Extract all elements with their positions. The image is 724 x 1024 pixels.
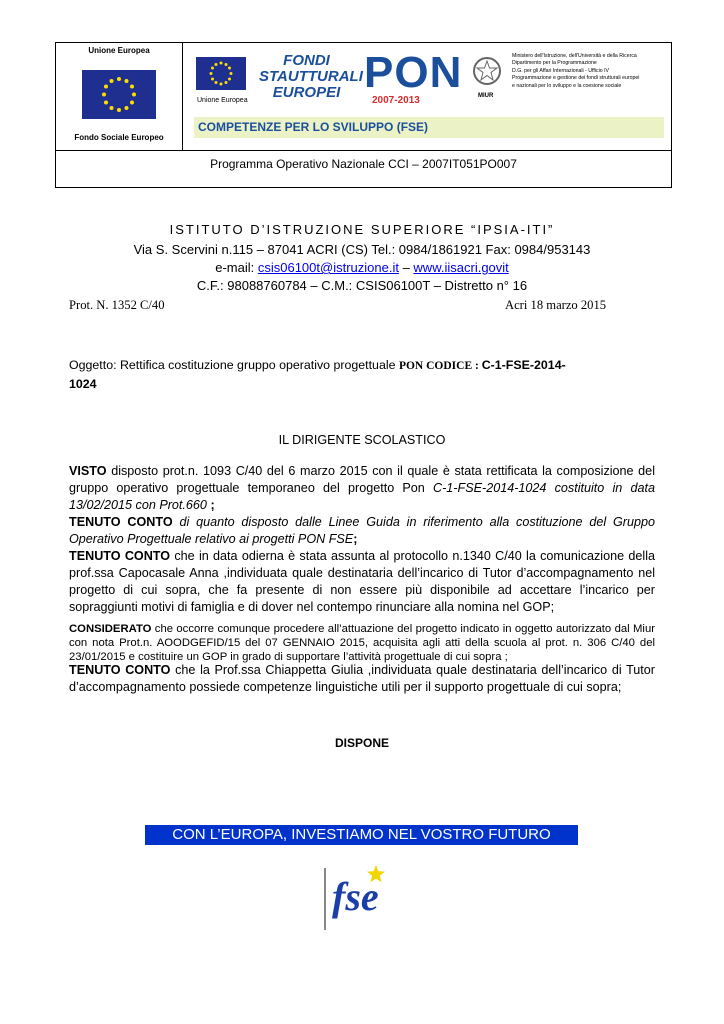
- visto-keyword: VISTO: [69, 464, 107, 478]
- visto-paragraph: [69, 463, 655, 514]
- tenuto-conto-paragraph: [69, 514, 655, 548]
- ministry-line: D.G. per gli Affari Internazionali - Ufficio IV: [512, 67, 609, 74]
- competenze-text: COMPETENZE PER LO SVILUPPO (FSE): [198, 120, 429, 134]
- institute-codes: C.F.: 98088760784 – C.M.: CSIS06100T – Distretto n° 16: [196, 278, 528, 293]
- considerato-text: che occorre comunque procedere all’attuazione del progetto indicato in oggetto autorizzato dal Miur con nota Prot.n. AOODGEFID/15 del 07 GENNAIO 2015, acquisita agli atti della scuola al prot. n. 306 C/40 del 23/01/2015 e costituire un GOP in grado di supportare l’attività progettuale di cui sopra ;: [69, 623, 655, 663]
- logo-divider: [324, 868, 326, 930]
- project-code: C-1-FSE-2014-1024: [433, 481, 547, 495]
- tenuto-conto-text: che la Prof.ssa Chiappetta Giulia ,individuata quale destinataria dell’incarico di Tutor d’accompagnamento possiede competenze linguistiche utili per il supporto progettuale di cui sopra;: [69, 663, 655, 694]
- dirigente-heading: IL DIRIGENTE SCOLASTICO: [278, 433, 446, 447]
- fse-logo: [324, 858, 404, 930]
- visto-text-2: costituito in data 13/02/2015 con Prot.660: [69, 481, 656, 512]
- separator: –: [398, 260, 414, 275]
- header-divider: [56, 150, 671, 151]
- document-date: Acri 18 marzo 2015: [505, 298, 607, 312]
- ministry-line: e nazionali per lo sviluppo e la coesione sociale: [512, 82, 622, 89]
- tenuto-conto-text: di quanto disposto dalle Linee Guida in riferimento alla costituzione del Gruppo Operativo Progettuale relativo ai progetti PON FSE: [69, 515, 655, 546]
- competenze-strip: [194, 117, 664, 138]
- fondi-line: FONDI: [283, 52, 330, 69]
- institute-contacts: [0, 260, 724, 275]
- email-label: e-mail:: [215, 260, 258, 275]
- pon-banner: [194, 49, 664, 140]
- considerato-keyword: CONSIDERATO: [69, 623, 152, 635]
- header-divider: [182, 43, 183, 150]
- tenuto-conto-end: ;: [353, 532, 358, 546]
- website-link[interactable]: www.iisacri.govit: [413, 260, 509, 275]
- protocol-number: Prot. N. 1352 C/40: [69, 298, 165, 312]
- pon-logo: PON: [364, 48, 463, 97]
- footer-banner: CON L’EUROPA, INVESTIAMO NEL VOSTRO FUTURO: [145, 825, 578, 845]
- institute-name: ISTITUTO D’ISTRUZIONE SUPERIORE “IPSIA-ITI”: [169, 222, 555, 237]
- ministry-line: Ministero dell'Istruzione, dell'Università e della Ricerca: [512, 53, 637, 59]
- tenuto-conto-keyword: TENUTO CONTO: [69, 663, 171, 677]
- fondi-line: STAUTTURALI: [259, 68, 363, 85]
- eu-caption: Unione Europea: [197, 97, 248, 104]
- programma-text: Programma Operativo Nazionale CCI – 2007IT051PO007: [210, 157, 517, 171]
- header-box: [55, 42, 672, 188]
- tenuto-conto-paragraph: [69, 548, 655, 616]
- eu-flag-icon: [196, 57, 246, 90]
- eu-label: Unione Europea: [88, 46, 150, 55]
- institute-address: Via S. Scervini n.115 – 87041 ACRI (CS) Tel.: 0984/1861921 Fax: 0984/953143: [133, 242, 591, 257]
- tenuto-conto-keyword: TENUTO CONTO: [69, 515, 173, 529]
- pon-code-cont: 1024: [69, 377, 97, 391]
- pon-code: C-1-FSE-2014-: [481, 358, 566, 372]
- pon-years: 2007-2013: [372, 95, 420, 106]
- emblem-icon: [472, 55, 502, 89]
- fse-logo-text: fse: [332, 874, 379, 919]
- eu-flag-icon: [82, 70, 156, 119]
- ministry-line: Programmazione e gestione dei fondi strutturali europei: [512, 75, 640, 82]
- visto-text: disposto prot.n. 1093 C/40 del 6 marzo 2015 con il quale è stata rettificata la composizione del gruppo operativo progettuale temporaneo del progetto Pon: [69, 464, 655, 495]
- fondi-line: EUROPEI: [272, 84, 341, 101]
- oggetto: [69, 356, 669, 393]
- ministry-text: [512, 53, 664, 90]
- email-link[interactable]: csis06100t@istruzione.it: [257, 260, 399, 275]
- fse-label: Fondo Sociale Europeo: [74, 133, 164, 142]
- dispone-heading: DISPONE: [334, 736, 389, 750]
- oggetto-label: Oggetto: Rettifica costituzione gruppo operativo progettuale: [69, 358, 396, 372]
- tenuto-conto-keyword: TENUTO CONTO: [69, 549, 171, 563]
- tenuto-conto-text: che in data odierna è stata assunta al protocollo n.1340 C/40 la comunicazione della prof.ssa Capocasale Anna ,individuata quale destinataria dell’incarico di Tutor d’accompagnamento nel progetto di cui sopra, che fa presente di non essere più disponibile ad accettare l’incarico per sopraggiunti motivi di famiglia e di dover nel contempo rinunciare alla nomina nel GOP;: [69, 549, 655, 614]
- ministry-line: Dipartimento per la Programmazione: [512, 60, 597, 67]
- considerato-paragraph: [69, 622, 655, 664]
- pon-code-label: PON CODICE :: [398, 360, 482, 372]
- visto-end: ;: [210, 498, 215, 512]
- fondi-logo: [259, 52, 363, 101]
- miur-label: MIUR: [478, 93, 494, 99]
- tenuto-conto-paragraph: [69, 662, 655, 696]
